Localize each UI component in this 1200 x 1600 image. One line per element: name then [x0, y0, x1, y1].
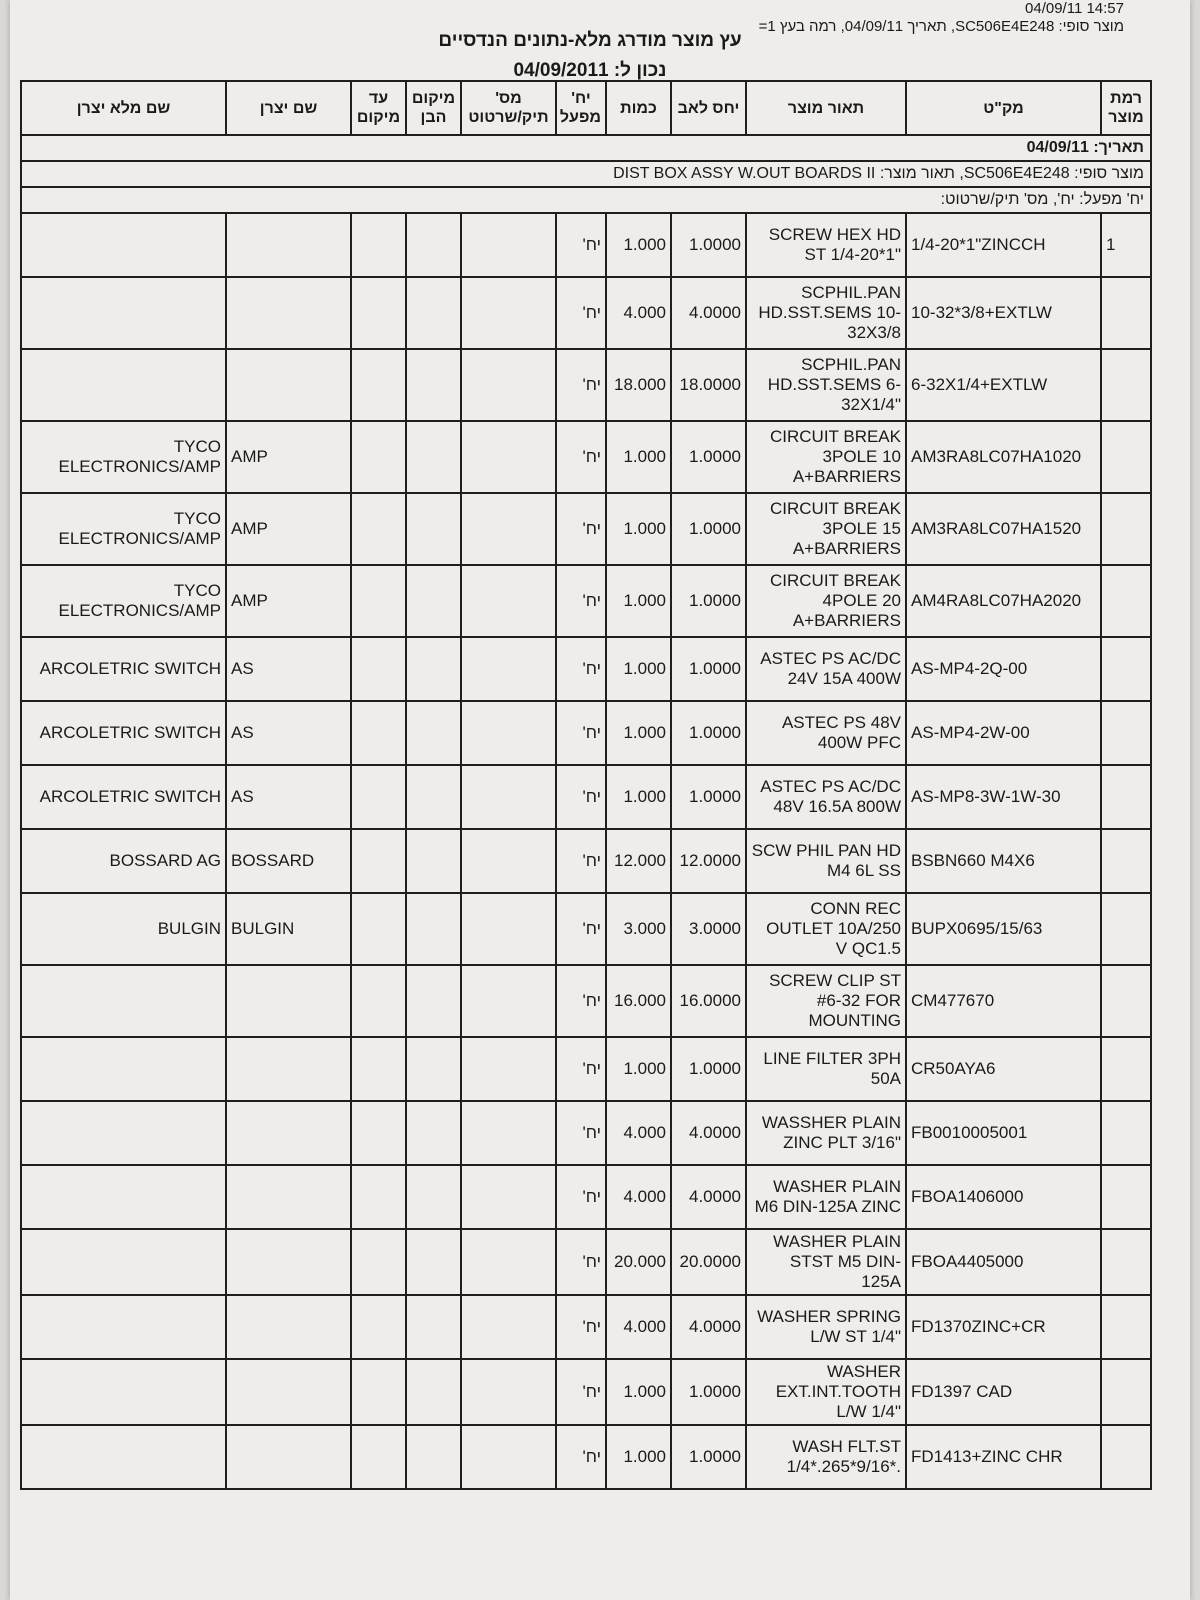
item-ratio: 1.0000	[671, 421, 746, 493]
item-description: SCREW CLIP ST #6-32 FOR MOUNTING	[746, 965, 906, 1037]
item-ratio: 1.0000	[671, 1359, 746, 1425]
item-manufacturer-full: ARCOLETRIC SWITCH	[21, 637, 226, 701]
report-as-of-date: נכון ל: 04/09/2011	[513, 60, 667, 81]
item-location	[406, 565, 461, 637]
item-level	[1101, 1229, 1151, 1295]
item-sku: 6-32X1/4+EXTLW	[906, 349, 1101, 421]
item-until-location	[351, 829, 406, 893]
table-row	[21, 701, 1151, 765]
item-location	[406, 637, 461, 701]
table-row	[21, 637, 1151, 701]
item-ratio: 1.0000	[671, 213, 746, 277]
item-quantity: 1.000	[606, 637, 671, 701]
table-row	[21, 1359, 1151, 1425]
table-row	[21, 493, 1151, 565]
item-manufacturer-full: TYCO ELECTRONICS/AMP	[21, 493, 226, 565]
item-manufacturer-full	[21, 1359, 226, 1425]
item-ratio: 4.0000	[671, 1101, 746, 1165]
item-location	[406, 1037, 461, 1101]
item-unit: יח'	[556, 1037, 606, 1101]
item-drawing	[461, 277, 556, 349]
item-quantity: 1.000	[606, 765, 671, 829]
item-level	[1101, 1165, 1151, 1229]
item-location	[406, 349, 461, 421]
item-unit: יח'	[556, 893, 606, 965]
item-manufacturer-full	[21, 277, 226, 349]
item-sku: AS-MP4-2Q-00	[906, 637, 1101, 701]
item-level	[1101, 349, 1151, 421]
report-title: עץ מוצר מודרג מלא-נתונים הנדסיים	[438, 30, 742, 51]
item-location	[406, 493, 461, 565]
item-ratio: 18.0000	[671, 349, 746, 421]
item-description: SCPHIL.PAN HD.SST.SEMS 6-32X1/4"	[746, 349, 906, 421]
item-ratio: 20.0000	[671, 1229, 746, 1295]
table-header-row	[21, 81, 1151, 135]
item-description: CIRCUIT BREAK 3POLE 15 A+BARRIERS	[746, 493, 906, 565]
item-level	[1101, 893, 1151, 965]
item-ratio: 1.0000	[671, 1037, 746, 1101]
info-row-units	[21, 187, 1151, 213]
col-header-ratio: יחס לאב	[671, 81, 746, 135]
item-description: ASTEC PS AC/DC 24V 15A 400W	[746, 637, 906, 701]
item-level	[1101, 1425, 1151, 1489]
item-until-location	[351, 349, 406, 421]
item-drawing	[461, 493, 556, 565]
item-manufacturer	[226, 1037, 351, 1101]
item-unit: יח'	[556, 277, 606, 349]
document-page	[10, 0, 1190, 1600]
col-header-unit: יח' מפעל	[556, 81, 606, 135]
item-description: WASHER EXT.INT.TOOTH L/W 1/4"	[746, 1359, 906, 1425]
table-row	[21, 349, 1151, 421]
item-manufacturer-full	[21, 213, 226, 277]
item-level	[1101, 493, 1151, 565]
item-manufacturer	[226, 1425, 351, 1489]
col-header-description: תאור מוצר	[746, 81, 906, 135]
item-location	[406, 1425, 461, 1489]
item-drawing	[461, 829, 556, 893]
item-manufacturer-full: ARCOLETRIC SWITCH	[21, 701, 226, 765]
item-manufacturer-full	[21, 1229, 226, 1295]
info-row-product	[21, 161, 1151, 187]
item-unit: יח'	[556, 1101, 606, 1165]
item-sku: BSBN660 M4X6	[906, 829, 1101, 893]
item-sku: BUPX0695/15/63	[906, 893, 1101, 965]
item-unit: יח'	[556, 829, 606, 893]
item-description: SCW PHIL PAN HD M4 6L SS	[746, 829, 906, 893]
info-product: מוצר סופי: SC506E4E248, תאור מוצר: DIST BOX ASSY W.OUT BOARDS II	[21, 161, 1151, 187]
item-sku: AM4RA8LC07HA2020	[906, 565, 1101, 637]
item-until-location	[351, 277, 406, 349]
item-description: ASTEC PS AC/DC 48V 16.5A 800W	[746, 765, 906, 829]
item-until-location	[351, 1229, 406, 1295]
item-unit: יח'	[556, 213, 606, 277]
item-description: WASH FLT.ST 1/4*.265*9/16*.	[746, 1425, 906, 1489]
item-location	[406, 701, 461, 765]
item-manufacturer-full	[21, 1295, 226, 1359]
item-level	[1101, 1101, 1151, 1165]
item-quantity: 12.000	[606, 829, 671, 893]
item-until-location	[351, 1359, 406, 1425]
table-row	[21, 1229, 1151, 1295]
item-manufacturer: AMP	[226, 493, 351, 565]
item-quantity: 4.000	[606, 277, 671, 349]
item-manufacturer	[226, 965, 351, 1037]
item-drawing	[461, 1295, 556, 1359]
item-manufacturer-full: TYCO ELECTRONICS/AMP	[21, 565, 226, 637]
item-until-location	[351, 493, 406, 565]
item-quantity: 1.000	[606, 1037, 671, 1101]
item-location	[406, 421, 461, 493]
item-unit: יח'	[556, 421, 606, 493]
item-location	[406, 829, 461, 893]
item-until-location	[351, 893, 406, 965]
col-header-until-location: עד מיקום	[351, 81, 406, 135]
item-manufacturer: AMP	[226, 421, 351, 493]
table-row	[21, 277, 1151, 349]
item-description: WASSHER PLAIN ZINC PLT 3/16"	[746, 1101, 906, 1165]
item-sku: FD1370ZINC+CR	[906, 1295, 1101, 1359]
item-until-location	[351, 1165, 406, 1229]
table-row	[21, 565, 1151, 637]
item-drawing	[461, 421, 556, 493]
item-manufacturer: AS	[226, 637, 351, 701]
item-manufacturer-full	[21, 1425, 226, 1489]
item-ratio: 12.0000	[671, 829, 746, 893]
table-row	[21, 1425, 1151, 1489]
item-drawing	[461, 349, 556, 421]
item-quantity: 20.000	[606, 1229, 671, 1295]
item-manufacturer	[226, 1165, 351, 1229]
item-ratio: 1.0000	[671, 493, 746, 565]
item-manufacturer-full: TYCO ELECTRONICS/AMP	[21, 421, 226, 493]
col-header-level: רמת מוצר	[1101, 81, 1151, 135]
table-row	[21, 213, 1151, 277]
item-manufacturer	[226, 1229, 351, 1295]
item-drawing	[461, 965, 556, 1037]
item-until-location	[351, 1425, 406, 1489]
item-unit: יח'	[556, 565, 606, 637]
item-ratio: 1.0000	[671, 565, 746, 637]
item-until-location	[351, 765, 406, 829]
item-location	[406, 965, 461, 1037]
item-manufacturer: AMP	[226, 565, 351, 637]
item-quantity: 1.000	[606, 421, 671, 493]
item-manufacturer-full: BOSSARD AG	[21, 829, 226, 893]
item-level	[1101, 637, 1151, 701]
item-unit: יח'	[556, 765, 606, 829]
item-level	[1101, 277, 1151, 349]
item-quantity: 3.000	[606, 893, 671, 965]
item-until-location	[351, 1037, 406, 1101]
item-description: CIRCUIT BREAK 4POLE 20 A+BARRIERS	[746, 565, 906, 637]
item-drawing	[461, 1165, 556, 1229]
item-manufacturer	[226, 1359, 351, 1425]
item-ratio: 1.0000	[671, 765, 746, 829]
item-sku: AS-MP4-2W-00	[906, 701, 1101, 765]
item-location	[406, 1101, 461, 1165]
item-manufacturer	[226, 213, 351, 277]
item-ratio: 4.0000	[671, 1295, 746, 1359]
col-header-drawing: מס' תיק/שרטוט	[461, 81, 556, 135]
item-level	[1101, 1359, 1151, 1425]
item-ratio: 4.0000	[671, 1165, 746, 1229]
item-level	[1101, 829, 1151, 893]
item-drawing	[461, 565, 556, 637]
table-row	[21, 1101, 1151, 1165]
item-ratio: 4.0000	[671, 277, 746, 349]
item-manufacturer	[226, 1101, 351, 1165]
item-level	[1101, 965, 1151, 1037]
item-drawing	[461, 893, 556, 965]
col-header-manufacturer: שם יצרן	[226, 81, 351, 135]
item-sku: AM3RA8LC07HA1520	[906, 493, 1101, 565]
item-description: CIRCUIT BREAK 3POLE 10 A+BARRIERS	[746, 421, 906, 493]
item-description: SCREW HEX HD ST 1/4-20*1"	[746, 213, 906, 277]
item-manufacturer-full	[21, 349, 226, 421]
item-unit: יח'	[556, 1425, 606, 1489]
item-sku: FD1413+ZINC CHR	[906, 1425, 1101, 1489]
item-level	[1101, 1295, 1151, 1359]
item-location	[406, 213, 461, 277]
item-unit: יח'	[556, 1359, 606, 1425]
item-quantity: 1.000	[606, 565, 671, 637]
item-quantity: 4.000	[606, 1101, 671, 1165]
item-until-location	[351, 965, 406, 1037]
item-quantity: 1.000	[606, 1425, 671, 1489]
item-level	[1101, 565, 1151, 637]
item-level	[1101, 421, 1151, 493]
info-units: יח' מפעל: יח', מס' תיק/שרטוט:	[21, 187, 1151, 213]
item-ratio: 1.0000	[671, 637, 746, 701]
item-manufacturer-full	[21, 1037, 226, 1101]
item-level	[1101, 1037, 1151, 1101]
item-until-location	[351, 565, 406, 637]
item-until-location	[351, 421, 406, 493]
item-location	[406, 277, 461, 349]
item-level	[1101, 701, 1151, 765]
item-unit: יח'	[556, 1229, 606, 1295]
item-unit: יח'	[556, 349, 606, 421]
item-unit: יח'	[556, 1165, 606, 1229]
item-location	[406, 765, 461, 829]
item-drawing	[461, 213, 556, 277]
item-sku: CR50AYA6	[906, 1037, 1101, 1101]
item-location	[406, 1359, 461, 1425]
item-quantity: 1.000	[606, 1359, 671, 1425]
item-manufacturer	[226, 1295, 351, 1359]
item-ratio: 1.0000	[671, 1425, 746, 1489]
item-manufacturer: BOSSARD	[226, 829, 351, 893]
item-ratio: 3.0000	[671, 893, 746, 965]
item-sku: CM477670	[906, 965, 1101, 1037]
item-until-location	[351, 701, 406, 765]
item-location	[406, 1165, 461, 1229]
item-description: WASHER PLAIN M6 DIN-125A ZINC	[746, 1165, 906, 1229]
col-header-quantity: כמות	[606, 81, 671, 135]
item-until-location	[351, 1295, 406, 1359]
item-manufacturer-full: BULGIN	[21, 893, 226, 965]
item-sku: AM3RA8LC07HA1020	[906, 421, 1101, 493]
item-manufacturer-full	[21, 1165, 226, 1229]
item-description: WASHER PLAIN STST M5 DIN-125A	[746, 1229, 906, 1295]
info-date: תאריך: 04/09/11	[21, 135, 1151, 161]
info-row-date	[21, 135, 1151, 161]
item-sku: AS-MP8-3W-1W-30	[906, 765, 1101, 829]
item-manufacturer	[226, 349, 351, 421]
table-row	[21, 1037, 1151, 1101]
item-description: WASHER SPRING L/W ST 1/4"	[746, 1295, 906, 1359]
item-drawing	[461, 1037, 556, 1101]
item-until-location	[351, 213, 406, 277]
item-quantity: 18.000	[606, 349, 671, 421]
item-location	[406, 1295, 461, 1359]
item-sku: FBOA1406000	[906, 1165, 1101, 1229]
table-row	[21, 965, 1151, 1037]
table-row	[21, 421, 1151, 493]
item-until-location	[351, 637, 406, 701]
table-row	[21, 1295, 1151, 1359]
final-product-line: מוצר סופי: SC506E4E248, תאריך 04/09/11, רמה בעץ 1=	[758, 18, 1124, 35]
item-drawing	[461, 1425, 556, 1489]
item-drawing	[461, 1359, 556, 1425]
item-description: ASTEC PS 48V 400W PFC	[746, 701, 906, 765]
item-manufacturer: AS	[226, 765, 351, 829]
table-row	[21, 829, 1151, 893]
item-level	[1101, 765, 1151, 829]
item-description: SCPHIL.PAN HD.SST.SEMS 10-32X3/8	[746, 277, 906, 349]
item-description: CONN REC OUTLET 10A/250 V QC1.5	[746, 893, 906, 965]
item-manufacturer-full	[21, 1101, 226, 1165]
item-unit: יח'	[556, 637, 606, 701]
item-location	[406, 1229, 461, 1295]
item-drawing	[461, 1101, 556, 1165]
item-quantity: 1.000	[606, 213, 671, 277]
item-quantity: 16.000	[606, 965, 671, 1037]
item-ratio: 1.0000	[671, 701, 746, 765]
bom-table	[20, 80, 1152, 1490]
item-location	[406, 893, 461, 965]
item-sku: FB0010005001	[906, 1101, 1101, 1165]
item-drawing	[461, 701, 556, 765]
item-until-location	[351, 1101, 406, 1165]
col-header-manufacturer-full: שם מלא יצרן	[21, 81, 226, 135]
table-row	[21, 765, 1151, 829]
item-manufacturer-full: ARCOLETRIC SWITCH	[21, 765, 226, 829]
item-unit: יח'	[556, 1295, 606, 1359]
item-manufacturer: AS	[226, 701, 351, 765]
item-quantity: 1.000	[606, 493, 671, 565]
col-header-location: מיקום הבן	[406, 81, 461, 135]
item-sku: 1/4-20*1"ZINCCH	[906, 213, 1101, 277]
item-manufacturer	[226, 277, 351, 349]
table-row	[21, 1165, 1151, 1229]
item-drawing	[461, 1229, 556, 1295]
item-quantity: 4.000	[606, 1165, 671, 1229]
print-timestamp: 04/09/11 14:57	[1025, 0, 1124, 17]
item-sku: FBOA4405000	[906, 1229, 1101, 1295]
item-manufacturer: BULGIN	[226, 893, 351, 965]
item-unit: יח'	[556, 701, 606, 765]
item-sku: FD1397 CAD	[906, 1359, 1101, 1425]
item-drawing	[461, 765, 556, 829]
item-quantity: 4.000	[606, 1295, 671, 1359]
item-unit: יח'	[556, 493, 606, 565]
item-manufacturer-full	[21, 965, 226, 1037]
item-quantity: 1.000	[606, 701, 671, 765]
item-drawing	[461, 637, 556, 701]
item-unit: יח'	[556, 965, 606, 1037]
col-header-sku: מק"ט	[906, 81, 1101, 135]
item-sku: 10-32*3/8+EXTLW	[906, 277, 1101, 349]
item-description: LINE FILTER 3PH 50A	[746, 1037, 906, 1101]
item-ratio: 16.0000	[671, 965, 746, 1037]
table-row	[21, 893, 1151, 965]
item-level: 1	[1101, 213, 1151, 277]
